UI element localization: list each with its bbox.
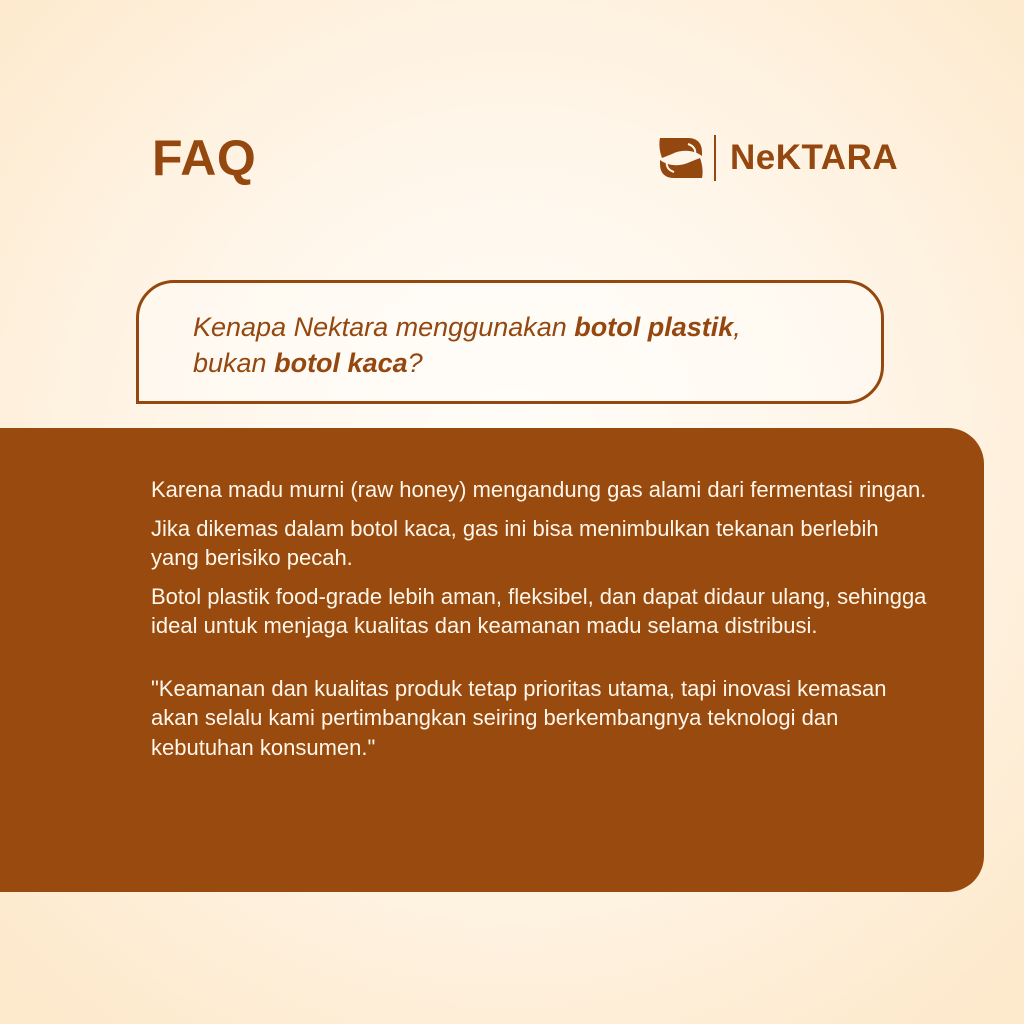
question-emphasis: botol kaca	[274, 348, 408, 378]
question-line-2	[193, 348, 423, 378]
answer-panel	[0, 428, 984, 892]
question-text	[193, 309, 861, 381]
brand-divider	[714, 135, 716, 181]
answer-quote: "Keamanan dan kualitas produk tetap prioritas utama, tapi inovasi kemasan akan selalu kami pertimbangkan seiring berkembangnya teknologi dan kebutuhan konsumen."	[151, 675, 887, 760]
question-line-1	[193, 312, 741, 342]
brand-logo	[658, 135, 898, 181]
question-text-part: bukan	[193, 348, 275, 378]
leaf-s-mark-icon	[658, 136, 704, 180]
page-title: FAQ	[152, 130, 257, 186]
brand-name: NeKTARA	[730, 138, 899, 177]
answer-paragraph: Botol plastik food-grade lebih aman, fleksibel, dan dapat didaur ulang, sehingga ideal untuk menjaga kualitas dan keamanan madu selama distribusi.	[151, 583, 927, 638]
question-text-part: ?	[407, 348, 423, 378]
question-card	[136, 280, 884, 404]
question-text-part: Kenapa Nektara menggunakan	[193, 312, 575, 342]
question-emphasis: botol plastik	[574, 312, 734, 342]
question-text-part: ,	[733, 312, 741, 342]
answer-paragraph: Jika dikemas dalam botol kaca, gas ini bisa menimbulkan tekanan berlebih yang berisiko pecah.	[151, 515, 879, 570]
answer-body	[151, 475, 931, 771]
answer-paragraph: Karena madu murni (raw honey) mengandung gas alami dari fermentasi ringan.	[151, 477, 927, 502]
